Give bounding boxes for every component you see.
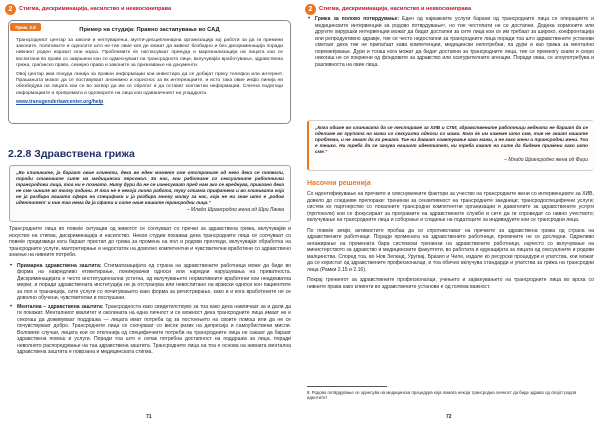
- quote-text: „Кога одиме во клиниката да се тестираме за ХИВ и СПИ, здравствените работници ведната нe бараат да се оделиме во групата на мажи со сексуални односи со мажи. Кога ќе им кажеме што сме, тие не знаат нашите проблеми, и не знаат да ги решат. Тие ни даваат советување како мажи, а не како жени и трансродни жени. Тоа е тешко. Ни треба да се зачува нашиот идентитет, ни треба кажат на сите да бидеме примени како што сме.“: [315, 125, 588, 154]
- quote-box-left: [9, 165, 291, 222]
- list-item: [9, 304, 291, 356]
- chapter-number-badge: 2: [305, 4, 316, 15]
- case-study-body: Трансродниот центар за закони и неглуварења, мулти-дисциплинарна организација кој работи за да ги премини законите, политиките и односите што нe-тие овие кое дe можат да живеат безбедно и без дискриминација поради нивниот роден изразит или израз. Проблемите ќе нагласуваат принуда и маргинализација на лицата кои се воспитани во прави со завршени кон се одмеснуваат на трансродното лице, вклучувајќи вработување, здравствена грижа, граѓанско право, семејно право и законите за признавање на документи.: [16, 38, 283, 68]
- paragraph: Покрај тренингот за здравствените професионалци, учењето и зајакнувањето на трансродните лица во врска со нивните права како клиенти во здравствените установи е од голема важност.: [307, 277, 594, 290]
- section-title: 2.2.8 Здравствена грижа: [8, 148, 135, 160]
- quote-attribution: – Младо Шрансродно жена од Фиџи: [504, 156, 588, 163]
- case-study-link[interactable]: www.transgenderlawcenter.org/help: [16, 98, 104, 105]
- bullet-lead: Ментална – здравствена заштита:: [17, 303, 104, 310]
- case-study-body-2: Овој центар има понуда линија за правни информации кои инвестира да се добијат преку телефон или интернет. Прашањата можат да се поставуваат анонимно и кориснос за вк интернациите, и исто така овие инфо линија ни обезбедува на лицата кои се во затвор да им се обратат и да остават контактни информации. Слична податоци информациите и припремата и одговорите на лица кои одзваничниот на уладдката.: [16, 72, 283, 96]
- quote-box-right: [307, 120, 594, 171]
- bullet-text: Стигматизацијата од страна на здравствените работници може да биде во форма на навредливо етикетирање, понижувачки односи или наредни нарушувања на приватноста. Дискриминацијата е често институционална устегна, од вклучувањето нормативните вработени кои неадекватна мерки, и поради здравствената институција не ја отстранува или невоспитано на врзиски односи кон пациентите за пол и транзиција, сите услуги со почитувањето како форма за регистрирање, како и и кога вработените не се доволно обучени, чувствителни и послушани.: [17, 262, 291, 301]
- subsection-title: Насочни решенија: [307, 180, 371, 187]
- left-page-header: [5, 3, 171, 15]
- quote-attribution: – Младо Шрансродно жена од Шри Ланка: [186, 207, 284, 214]
- right-top-body: [307, 16, 594, 68]
- page-number-right: 72: [446, 414, 452, 420]
- chapter-number-badge: 2: [5, 4, 16, 15]
- right-page-header: [305, 3, 471, 15]
- chapter-title: Стигма, дискриминација, насилство и неквоскниправа: [19, 6, 172, 12]
- paragraph: По повеќе земји, активистите пробаа да се спротивстават на пречките за здравствена грижа од страна на здравствените работници. Поради промената на здравствените работници, промените не се доследни. Одржливо ангажирање на промената бара системски тренинзи на здравствените работници, најчесто со вклучување на министерството за здравство и медицинските факултети, во работата и едукацијата за лицата од сексуалните и родови малцинства. Според тоа, во Нов Зеланд, Уругвај, Бразил и Чиле, издале ко ресурски процедури и упатства, кои можат да се користат од здравствените професионалци, и тоа обично вклучува стандарди и упатства за грижа на трансродни лица (Рамки 2.15 и 2.16).: [307, 227, 594, 273]
- bullet-text: Трансродноста како свидетелствуво за тоа како дека навличаат за и дали да ги покажат. Менталниот квалитет и околината на една личност и се можност дека трансродните лица имаат не е секогаш да доживуваат поддршка — лицата имат потреба од за постоењето на своите помош или да не се почувствуваат добро. Трансродните лица се соочуваат со висок ризик на депресија и самоубиствени мисли. Воловеќе случаи, лицата кои се отклонија од специфичните потреби на трансродните лица не сакаат да бараат здравствена помош и услуги. Поради тоа што е сепак потребна достапност на поддршка за лица, поради неволното распоредување на таа здравствена заштита. Трансродните лица на тоа е основа на нивната ментална здравствена заштита е поврзана и медицинската стигма.: [17, 303, 291, 355]
- case-study-tag: Прим. 2.8: [10, 23, 41, 31]
- right-body: [307, 191, 594, 290]
- chapter-title: Стигма, дискриминација, насилство и неквоскниправа: [319, 6, 472, 12]
- bullet-text: Еден од најважните услуги барани од трансродните лица се операциите и медицинските интервенции за родово потврдување⁸, но тие честопати не се достапни. Додека хормоните или другите хируршки интервенции можат да бидат достапни за сите лица кои се им требаат за широко, конфронтација или репродуктивно здравје, тие се често недостапни за трансродните лица поради тоа што здравствените установи сметаат дека тие не припаѓаат кава компетенции, медицински непотребни, па дури и као грижа за ментално поремеќување. Дури и тогаш кога можат да бидат достапни за трансродните лица, тие се премногу скапи и скоро никогаш не се покриени од фондовите за здравство или осигурителните агенции. Поради оваа, се злоупотребува и разливноста на овие лица.: [315, 16, 594, 68]
- case-study-title: Пример на студија: Правно застапување во САД: [79, 27, 220, 33]
- footnote: 8. Родово потврдување се однесува на медицинска процедура која помага некоја трансродна личност да биде здраво од својот родов идентитет: [307, 390, 577, 401]
- care-bullets: [9, 263, 291, 356]
- list-item: [9, 263, 291, 302]
- case-study-box: [8, 20, 291, 124]
- footnote-divider: [307, 386, 387, 387]
- right-bullets: [307, 16, 594, 68]
- bullet-lead: Грижа за полово потврдување:: [315, 16, 400, 22]
- list-item: [307, 16, 594, 68]
- bullet-lead: Примарна здравствена заштита:: [17, 262, 102, 269]
- paragraph: Со идентификување на пречките и олеснувачките фактори за учество на трансродните жени со интервенциите за ХИВ, довело до следниве препораки: тренинзи за сензитивност на трансродните заедници; трансродоспецифични услуги; систем ко партнерство со локалните трансродни компетентни организации и давателите за здравствените услуги (протоколи) кои се фокусираат за програмите на здравствените служби и сите да ги спроведат со нивно учеството; вклучување на трансродните лица и соборање и сладење на податоците за индивидуите кои се трансродни лица.: [307, 191, 594, 223]
- intro-paragraph: Трансродните лица во повеќе ситуации од животот се соочуваат со пречки за здравствена грижа, вклучувајќи и искуство на стигма, дискриминација и насилство. Некои студии покажаа дека трансродните лица се соочуваат со повеќе предизвици кога бараат пристап до грижа за промена на пол и родови прегледи, вклучувајќи обработка на трансродните услуги, малтретирање и недостаток на доволно компетентни и чувствителни вработени со здравствено знаење на нивните потреби.: [9, 226, 291, 258]
- page-number-left: 71: [146, 414, 152, 420]
- quote-text: „Во клиниките, ја бараат овие клиенти, дека во еден момент сме отстраниле од него дека се потегли, поради ставовите сите на медицински персонал. За нас, кои работиме со сексуалните работнички трансродови лица, тоа ни е познато. Ниту дури да не се изнесуваат пред нам ако се вреднува, приказно дека не сме чиниле во толку години. И тоа не е некоја лична работа, туку стигма прифатена и во клиниката која не ја разбира нашата сфера на специфики и ја разбира многу малку за нас, која не ни знае што е ‚родов идентитет‘ и ние таа нема да ја сфати и сите овие нашите трансродни лица.“: [16, 170, 284, 205]
- left-body: [9, 226, 291, 356]
